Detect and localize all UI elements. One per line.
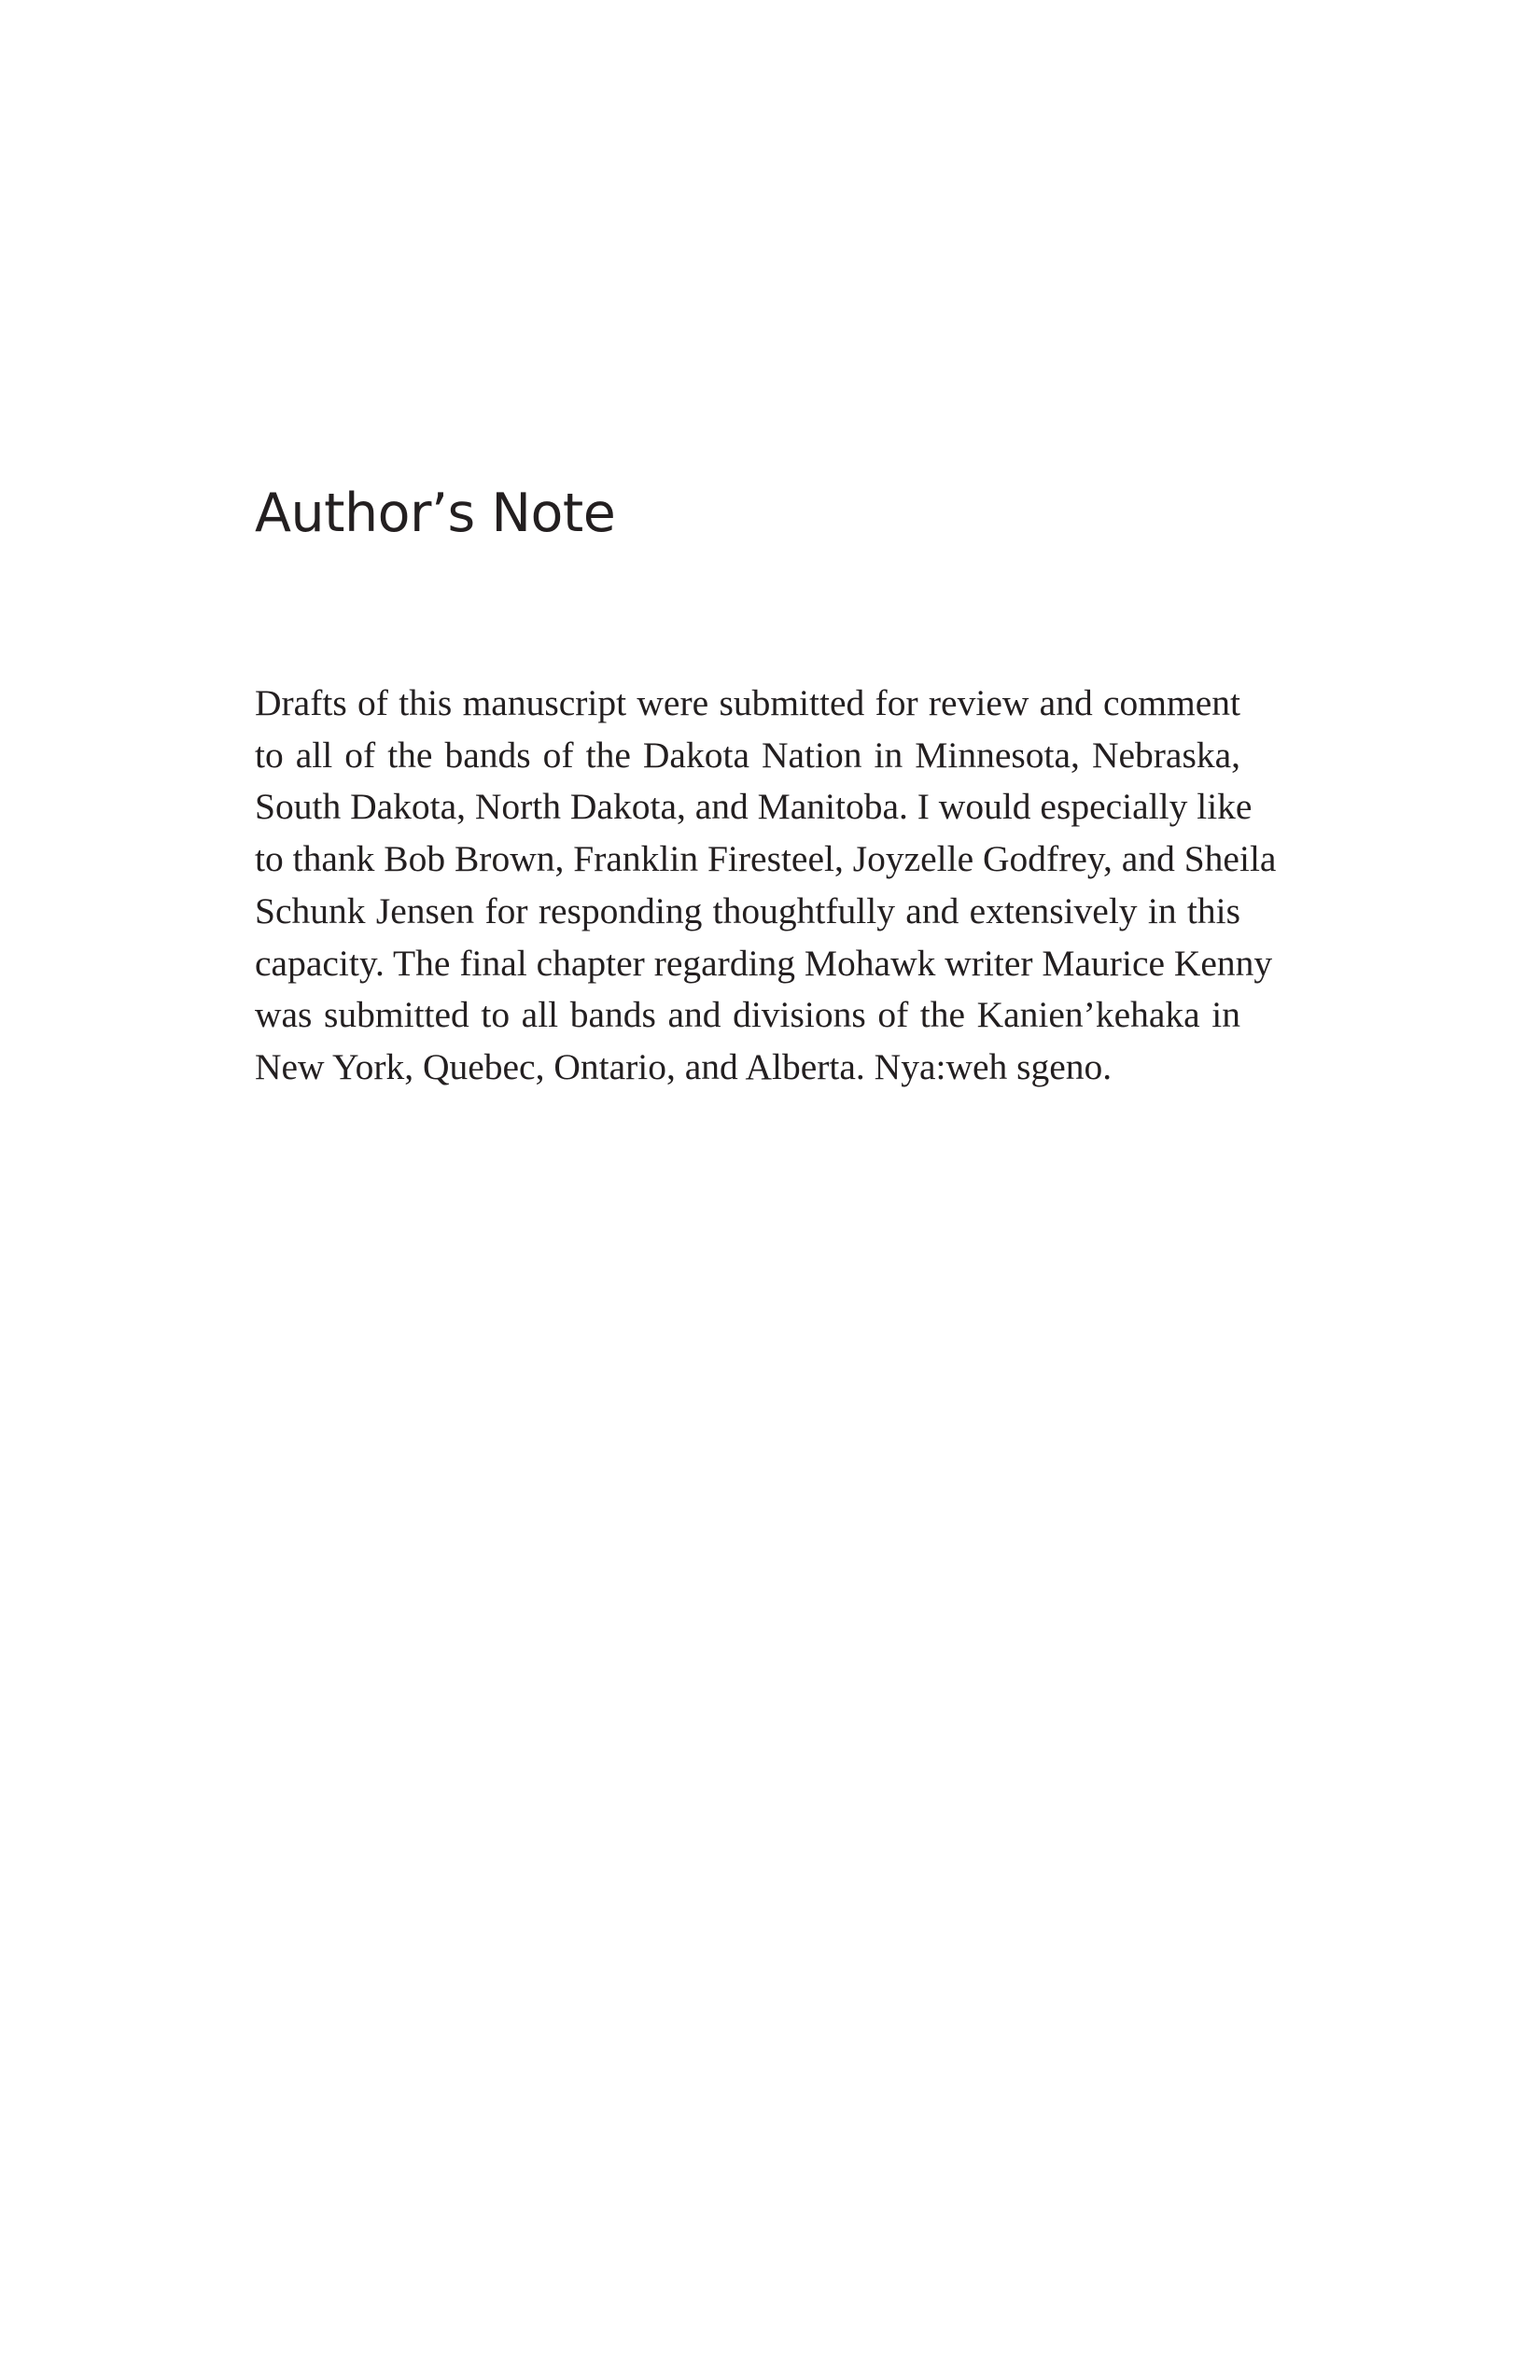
paragraph-line: to all of the bands of the Dakota Nation in Minnesota, Nebraska,: [255, 734, 1240, 776]
paragraph-line: was submitted to all bands and divisions of the Kanien’kehaka in: [255, 994, 1240, 1036]
paragraph-line: Drafts of this manuscript were submitted for review and comment: [255, 682, 1240, 723]
paragraph-line: South Dakota, North Dakota, and Manitoba. I would especially like: [255, 786, 1253, 828]
paragraph-line: New York, Quebec, Ontario, and Alberta. Nya:weh sgeno.: [255, 1045, 1113, 1087]
chapter-heading: Author’s Note: [255, 483, 616, 544]
paragraph-line: Schunk Jensen for responding thoughtfully and extensively in this: [255, 889, 1240, 931]
paragraph-line: capacity. The final chapter regarding Mohawk writer Maurice Kenny: [255, 942, 1273, 984]
paragraph-line: to thank Bob Brown, Franklin Firesteel, Joyzelle Godfrey, and Sheila: [255, 838, 1277, 880]
body-paragraph: [255, 678, 1277, 1094]
